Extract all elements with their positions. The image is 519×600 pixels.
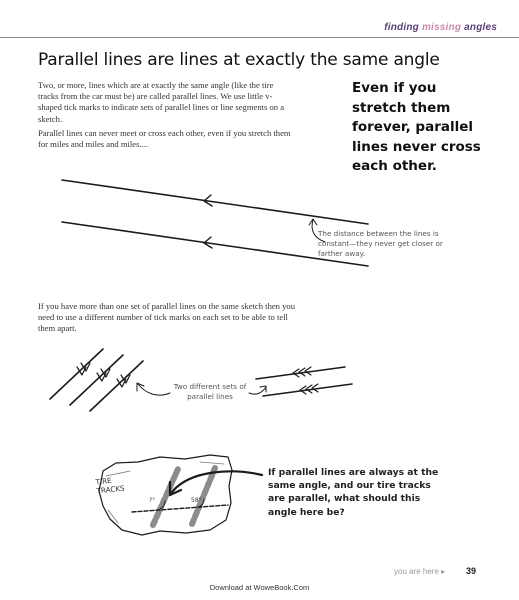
distance-note: The distance between the lines is constant—they never get closer or farther away.: [318, 229, 443, 258]
intro-paragraph: Two, or more, lines which are at exactly the same angle (like the tire tracks from the car must be) are called parallel lines. We use little v-shaped tick marks to indicate sets of parallel lines or line segments on a sketch.: [38, 80, 285, 124]
tire-label-line-2: TRACKS: [96, 483, 126, 496]
handwritten-callout: Even if you stretch them forever, parallel lines never cross each other.: [352, 80, 481, 174]
left-set-line-1: [50, 349, 103, 399]
tire-tracks-label: [95, 475, 125, 496]
header-text-1: finding: [384, 22, 422, 33]
given-angle-label: 58°: [191, 497, 202, 504]
unknown-angle-label: ?°: [149, 497, 156, 504]
sets-note: Two different sets of parallel lines: [173, 382, 247, 401]
left-set-ticks-2: [97, 369, 110, 381]
left-set-ticks-3: [117, 375, 130, 387]
never-meet-paragraph: Parallel lines can never meet or cross each other, even if you stretch them for miles and miles and miles....: [38, 128, 291, 150]
left-set-line-2: [70, 355, 123, 405]
page-title: Parallel lines are lines at exactly the same angle: [38, 50, 440, 70]
parallel-line-top: [62, 180, 368, 224]
left-set-ticks-1: [77, 363, 90, 375]
you-are-here-link[interactable]: you are here ▸: [394, 567, 446, 576]
sets-note-arrow-right: [249, 387, 266, 394]
left-set-line-3: [90, 361, 143, 411]
download-footer: Download at WoweBook.Com: [209, 583, 310, 592]
question-text: If parallel lines are always at the same angle, and our tire tracks are parallel, what should this angle here be?: [268, 467, 439, 518]
multiple-sets-paragraph: If you have more than one set of parallel lines on the same sketch then you need to use a different number of tick marks on each set to be able to tell them apart.: [38, 301, 296, 334]
header-text-highlight: missing: [421, 22, 462, 33]
header-text-2: angles: [461, 22, 497, 33]
page-number: 39: [466, 566, 477, 576]
tire-label-line-1: TIRE: [95, 475, 113, 487]
